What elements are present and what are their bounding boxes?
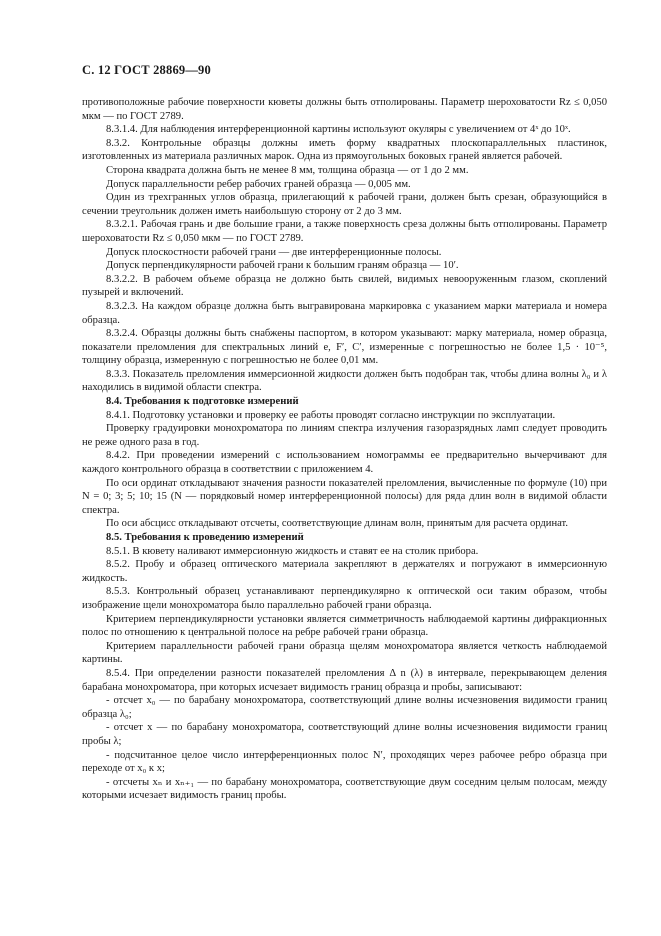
paragraph: 8.3.3. Показатель преломления иммерсионной жидкости должен быть подобран так, чтобы длина волны λ₀ и λ находились в видимой области спектра. <box>82 368 607 394</box>
paragraph: Допуск параллельности ребер рабочих граней образца — 0,005 мм. <box>106 178 411 190</box>
paragraph: 8.4.1. Подготовку установки и проверку ее работы проводят согласно инструкции по эксплуатации. <box>106 409 556 421</box>
paragraph: 8.3.2.2. В рабочем объеме образца не должно быть свилей, видимых невооруженным глазом, скоплений пузырей и включений. <box>82 273 607 299</box>
paragraph: Сторона квадрата должна быть не менее 8 мм, толщина образца — от 1 до 2 мм. <box>106 164 469 176</box>
paragraph: По оси ординат откладывают значения разности показателей преломления, вычисленные по формуле (10) при N = 0; 3; 5; 10; 15 (N — порядковый номер интерференционной полосы) для ряда длин волн в видимой области спектра. <box>82 477 607 516</box>
paragraph: Допуск перпендикулярности рабочей грани к большим граням образца — 10′. <box>106 260 459 272</box>
paragraph: Проверку градуировки монохроматора по линиям спектра излучения газоразрядных ламп следует проводить не реже одного раза в год. <box>82 423 607 448</box>
paragraph: 8.3.2.1. Рабочая грань и две большие грани, а также поверхность среза должны быть отполированы. Параметр шероховатости Rz ≤ 0,050 мкм — по ГОСТ 2789. <box>82 219 607 244</box>
paragraph: 8.4.2. При проведении измерений с использованием номограммы ее предварительно вычерчивают для каждого контрольного образца в соответствии с приложением 4. <box>82 450 607 476</box>
paragraph: 8.3.2.3. На каждом образце должна быть выгравирована маркировка с указанием марки материала и номера образца. <box>82 300 607 326</box>
paragraph: 8.5.2. Пробу и образец оптического материала закрепляют в держателях и погружают в иммерсионную жидкость. <box>82 559 607 584</box>
section-heading: 8.4. Требования к подготовке измерений <box>106 396 299 408</box>
paragraph: Допуск плоскостности рабочей грани — две интерференционные полосы. <box>106 246 442 258</box>
paragraph: противоположные рабочие поверхности кюветы должны быть отполированы. Параметр шероховатости Rz ≤ 0,050 мкм — по ГОСТ 2789. <box>82 97 607 122</box>
paragraph: 8.3.2.4. Образцы должны быть снабжены паспортом, в котором указывают: марку материала, номер образца, показатели преломления для спектральных линий e, F′, C′, измеренные с погрешностью не более 1,5 · 10⁻⁵, толщину образца, измеренную с погрешностью не более 0,01 мм. <box>82 328 607 367</box>
paragraph: 8.5.1. В кювету наливают иммерсионную жидкость и ставят ее на столик прибора. <box>106 545 479 557</box>
list-item: - отсчет x — по барабану монохроматора, соответствующий длине волны исчезновения видимости границ пробы λ; <box>82 722 607 747</box>
list-item: - подсчитанное целое число интерференционных полос N′, проходящих через рабочее ребро образца при переходе от x₀ к x; <box>82 749 607 775</box>
paragraph: Критерием перпендикулярности установки является симметричность наблюдаемой картины дифракционных полос по отношению к центральной полосе на ребре рабочей грани образца. <box>82 613 607 639</box>
section-heading: 8.5. Требования к проведению измерений <box>106 532 304 543</box>
paragraph: Критерием параллельности рабочей грани образца щелям монохроматора является четкость наблюдаемой картины. <box>82 640 607 666</box>
paragraph: 8.5.3. Контрольный образец устанавливают перпендикулярно к оптической оси таким образом, чтобы изображение щели монохроматора было параллельно рабочей грани образца. <box>82 586 607 611</box>
list-item: - отсчет x₀ — по барабану монохроматора, соответствующий длине волны исчезновения видимости границ образца λ₀; <box>82 695 607 720</box>
page-header: С. 12 ГОСТ 28869—90 <box>82 63 211 77</box>
document-body <box>82 96 607 803</box>
paragraph: 8.3.1.4. Для наблюдения интерференционной картины используют окуляры с увеличением от 4ˣ до 10ˣ. <box>106 124 571 136</box>
list-item: - отсчеты xₙ и xₙ₊₁ — по барабану монохроматора, соответствующие двум соседним целым полосам, между которыми исчезает видимость границ пробы. <box>82 776 607 802</box>
paragraph: 8.3.2. Контрольные образцы должны иметь форму квадратных плоскопараллельных пластинок, изготовленных из материала различных марок. Одна из прямоугольных боковых граней является рабочей. <box>82 137 607 163</box>
paragraph: Один из трехгранных углов образца, прилегающий к рабочей грани, должен быть срезан, образующийся в сечении треугольник должен иметь наибольшую сторону от 2 до 3 мм. <box>82 192 607 217</box>
paragraph: По оси абсцисс откладывают отсчеты, соответствующие длинам волн, принятым для расчета ординат. <box>106 518 569 530</box>
paragraph: 8.5.4. При определении разности показателей преломления Δ n (λ) в интервале, перекрывающем деления барабана монохроматора, при которых исчезает видимость границ образца и пробы, записывают: <box>82 667 607 693</box>
